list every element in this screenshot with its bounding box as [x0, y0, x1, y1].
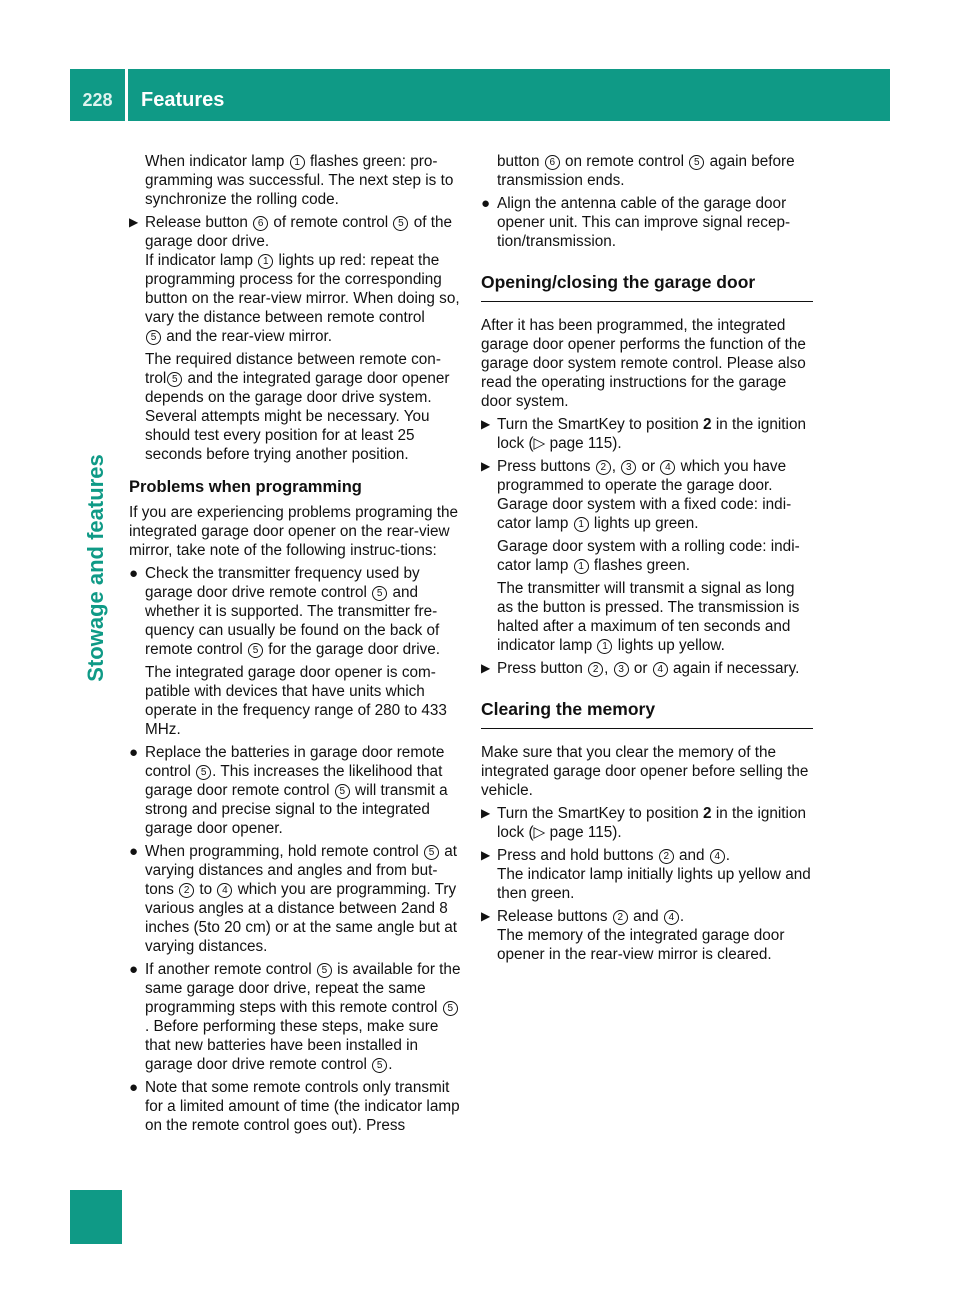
callout-number: 4 [660, 460, 675, 475]
page-ref-icon: ▷ [533, 824, 546, 841]
step-arrow-icon: ▶ [481, 848, 491, 862]
left-column [129, 152, 461, 1139]
step-arrow-icon: ▶ [481, 806, 491, 820]
right-column [481, 152, 813, 968]
page-title: Features [141, 89, 225, 111]
problems-intro: If you are experiencing problems programing the integrated garage door opener on the rear-view mirror, take note of the following instruc-tions: [129, 504, 459, 559]
callout-number: 3 [614, 662, 629, 677]
callout-number: 3 [621, 460, 636, 475]
bullet-frequency: ● Check the transmitter frequency used by garage door drive remote control 5 and whether it is supported. The transmitter fre-quency can usually be found on the back of remote control 5 for the garage door drive. The integrated garage door opener is com-patible with devices that have units which operate in the frequency range of 280 to 433 MHz. [129, 565, 447, 738]
step-turn-smartkey: ▶ Turn the SmartKey to position 2 in the ignition lock (▷ page 115). [481, 416, 806, 452]
callout-number: 5 [167, 372, 182, 387]
problems-heading: Problems when programming [129, 478, 362, 496]
callout-number: 5 [317, 963, 332, 978]
bullet-limited-transmit: ● Note that some remote controls only transmit for a limited amount of time (the indicator lamp on the remote control goes out). Press [129, 1079, 460, 1134]
opening-heading: Opening/closing the garage door [481, 273, 813, 302]
callout-number: 2 [179, 883, 194, 898]
callout-number: 4 [664, 910, 679, 925]
bullet-icon: ● [129, 744, 139, 761]
callout-number: 1 [597, 639, 612, 654]
callout-number: 2 [613, 910, 628, 925]
callout-number: 4 [217, 883, 232, 898]
callout-number: 6 [253, 216, 268, 231]
callout-number: 5 [335, 784, 350, 799]
step-arrow-icon: ▶ [481, 459, 491, 473]
page-ref-icon: ▷ [533, 435, 546, 452]
step-press-hold: ▶ Press and hold buttons 2 and 4 . The indicator lamp initially lights up yellow and then green. [481, 847, 811, 902]
step-arrow-icon: ▶ [481, 661, 491, 675]
callout-number: 5 [372, 1058, 387, 1073]
bullet-icon: ● [481, 195, 491, 212]
callout-number: 5 [689, 155, 704, 170]
callout-number: 2 [659, 849, 674, 864]
page-number: 228 [82, 90, 113, 110]
bullet-icon: ● [129, 1079, 139, 1096]
callout-number: 1 [574, 559, 589, 574]
callout-number: 5 [372, 586, 387, 601]
side-tab-label: Stowage and features [83, 454, 108, 682]
callout-number: 5 [393, 216, 408, 231]
bullet-icon: ● [129, 961, 139, 978]
header-divider [125, 69, 128, 121]
step-release-button: ▶ Release button 6 of remote control 5 of the garage door drive. If indicator lamp 1 lights up red: repeat the programming process for the corresponding button on the rear-view mirror. When doing so, vary the distance between remote control 5 and the rear-view mirror. The required distance between remote con-trol 5 and the integrated garage door opener depends on the garage door drive system. Several attempts might be necessary. You should test every position for at least 25 seconds before trying another position. [129, 214, 460, 463]
callout-number: 5 [424, 845, 439, 860]
callout-number: 2 [596, 460, 611, 475]
callout-number: 1 [290, 155, 305, 170]
step-arrow-icon: ▶ [129, 215, 139, 229]
callout-number: 4 [710, 849, 725, 864]
side-tab-marker [70, 1190, 122, 1244]
bullet-icon: ● [129, 843, 139, 860]
bullet-distances: ● When programming, hold remote control 5 at varying distances and angles and from but-tons 2 to 4 which you are programming. Try various angles at a distance between 2and 8 inches (5to 20 cm) or at the same angle but at varying distances. [129, 843, 458, 955]
step-release-buttons: ▶ Release buttons 2 and 4 . The memory of the integrated garage door opener in the rear-view mirror is cleared. [481, 908, 785, 963]
callout-number: 4 [653, 662, 668, 677]
step-clear-turn-smartkey: ▶ Turn the SmartKey to position 2 in the ignition lock (▷ page 115). [481, 805, 806, 841]
callout-number: 1 [574, 517, 589, 532]
callout-number: 2 [588, 662, 603, 677]
continued-paragraph: button 6 on remote control 5 again before transmission ends. [497, 153, 795, 189]
side-tab [70, 121, 122, 1244]
step-press-again: ▶ Press button 2 , 3 or 4 again if necessary. [481, 660, 800, 677]
callout-number: 5 [146, 330, 161, 345]
bullet-another-remote: ● If another remote control 5 is available for the same garage door drive, repeat the same programming steps with this remote control 5. Before performing these steps, make sure that new batteries have been installed in garage door drive remote control 5 . [129, 961, 461, 1073]
callout-number: 5 [248, 643, 263, 658]
step-press-buttons: ▶ Press buttons 2 , 3 or 4 which you have programmed to operate the garage door. Garage door system with a fixed code: indi-cator lamp 1 lights up green. Garage door system with a rolling code: indi-cator lamp 1 flashes green. The transmitter will transmit a signal as long as the button is pressed. The transmission is halted after a maximum of ten seconds and indicator lamp 1 lights up yellow. [481, 458, 800, 654]
bullet-antenna: ● Align the antenna cable of the garage door opener unit. This can improve signal recep-tion/transmission. [481, 195, 791, 250]
step-arrow-icon: ▶ [481, 909, 491, 923]
intro-paragraph: When indicator lamp 1 flashes green: pro-gramming was successful. The next step is to synchronize the rolling code. [145, 153, 454, 208]
callout-number: 5 [196, 765, 211, 780]
clearing-heading: Clearing the memory [481, 700, 813, 729]
callout-number: 5 [443, 1001, 458, 1016]
bullet-batteries: ● Replace the batteries in garage door remote control 5 . This increases the likelihood that garage door remote control 5 will transmit a strong and precise signal to the integrated garage door opener. [129, 744, 448, 837]
opening-intro: After it has been programmed, the integrated garage door opener performs the function of the garage door system remote control. Please also read the operating instructions for the garage door system. [481, 317, 806, 410]
clearing-intro: Make sure that you clear the memory of the integrated garage door opener before selling the vehicle. [481, 744, 809, 799]
step-arrow-icon: ▶ [481, 417, 491, 431]
bullet-icon: ● [129, 565, 139, 582]
callout-number: 1 [258, 254, 273, 269]
callout-number: 6 [545, 155, 560, 170]
